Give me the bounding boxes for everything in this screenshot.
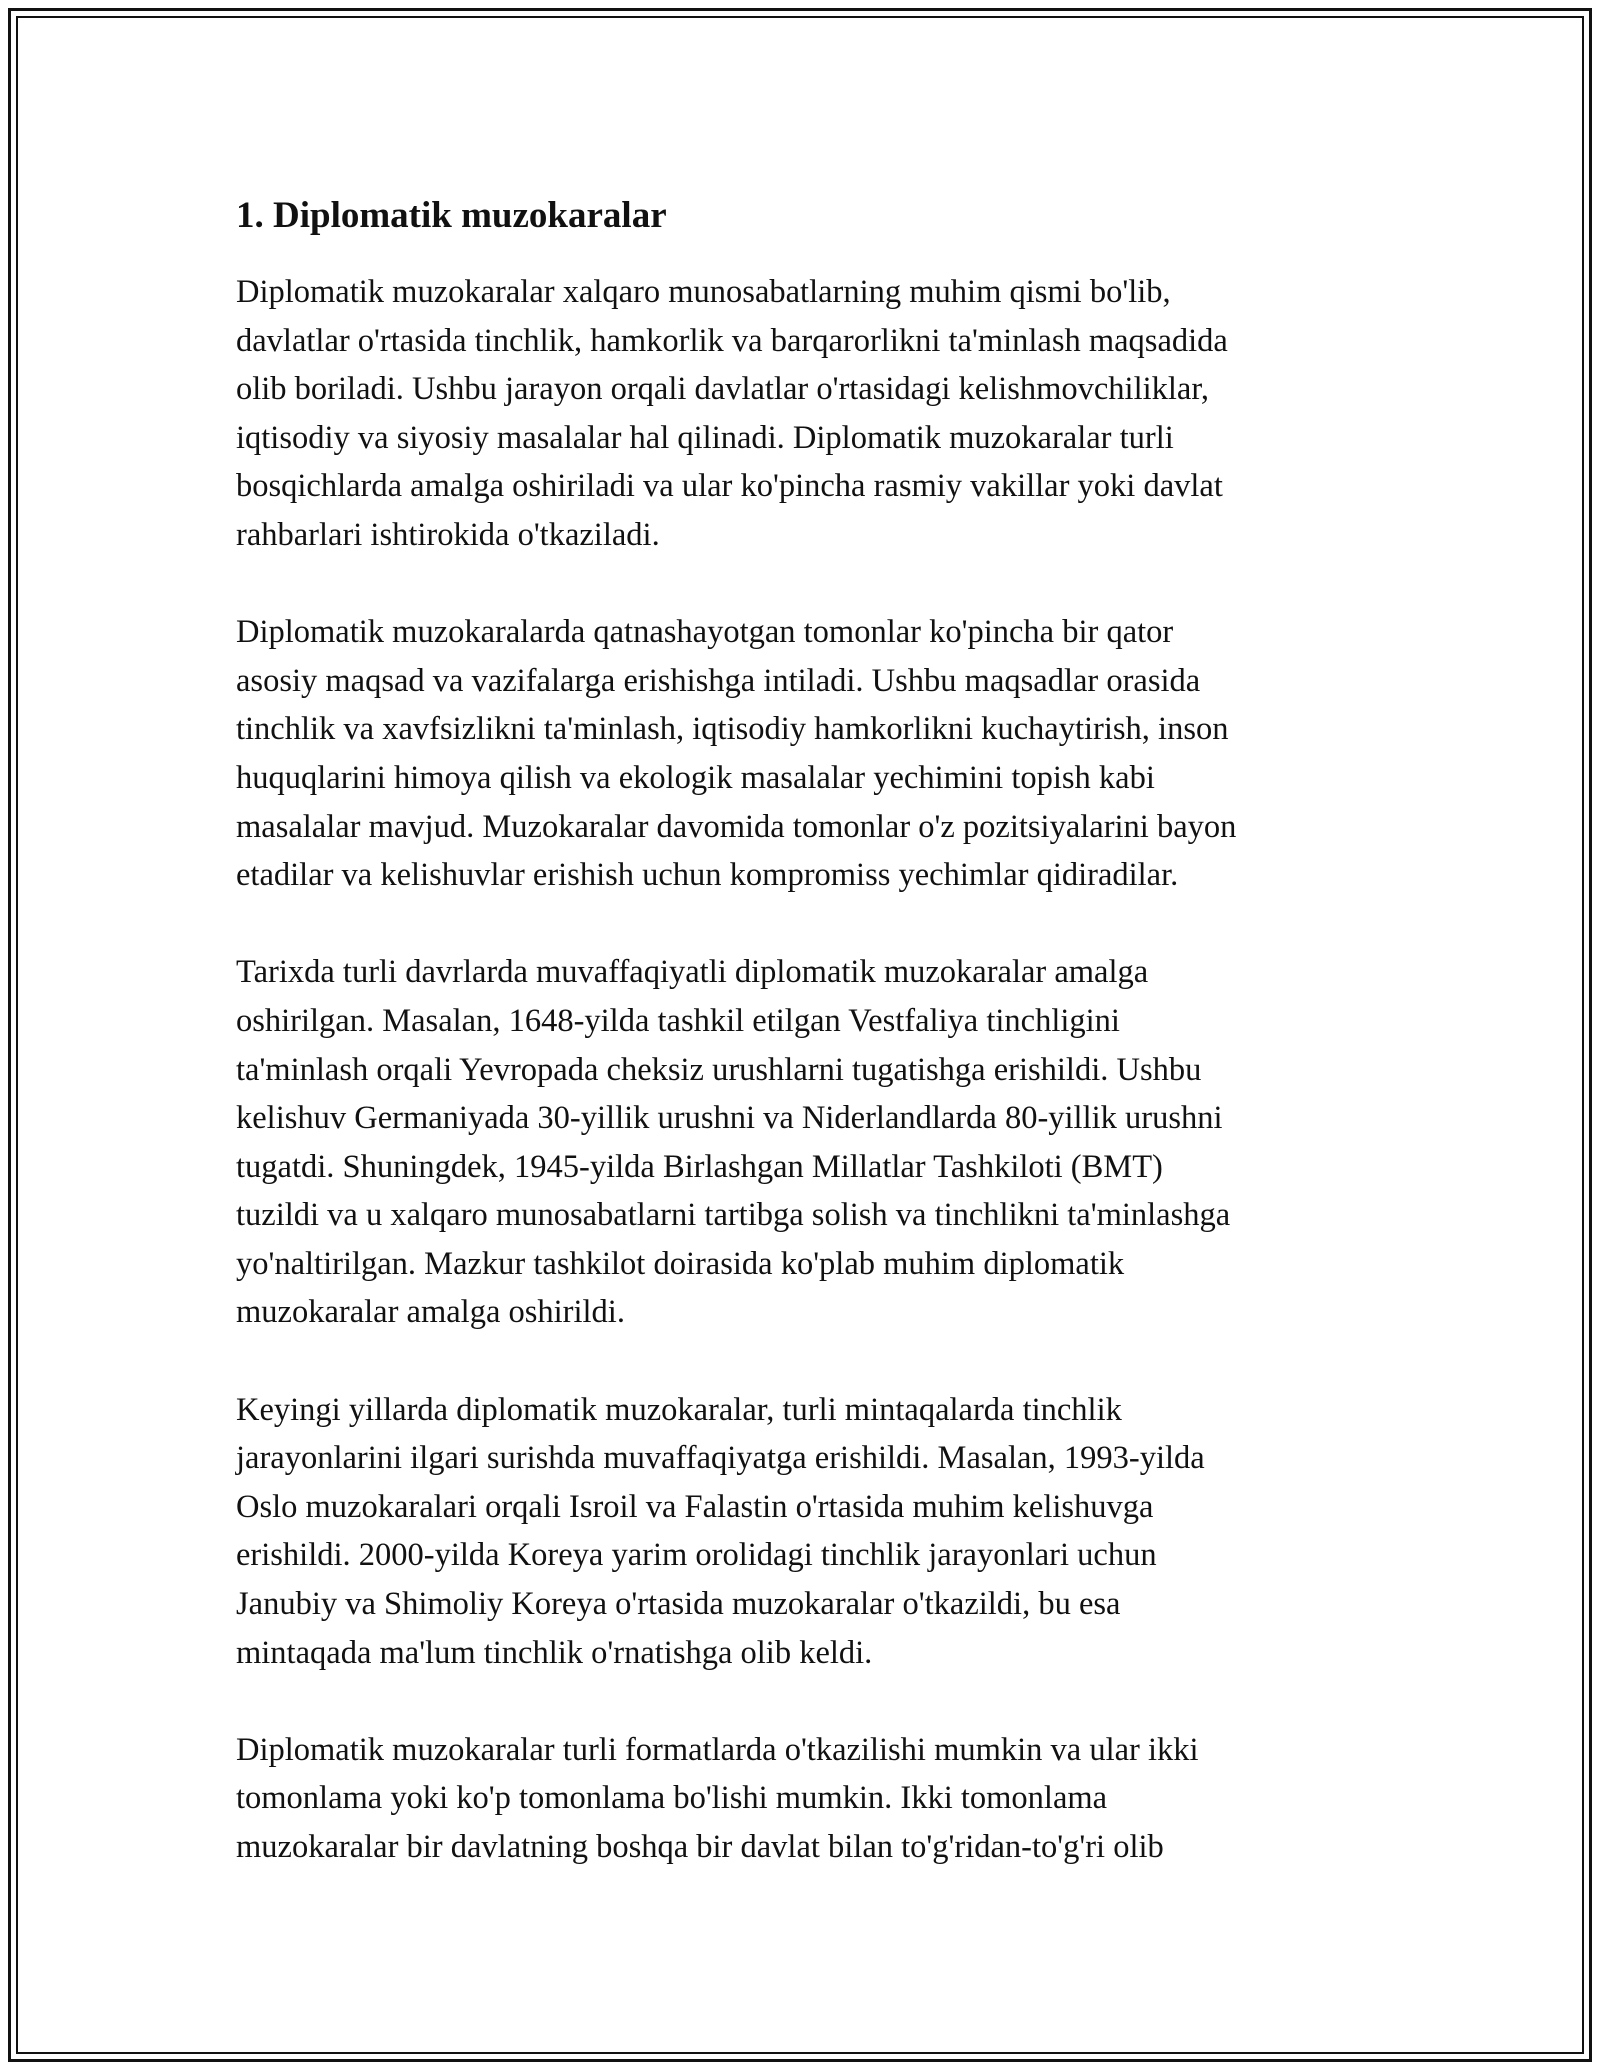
text-line: oshirilgan. Masalan, 1648-yilda tashkil etilgan Vestfaliya tinchligini (236, 1002, 1120, 1039)
text-line: muzokaralar bir davlatning boshqa bir davlat bilan to'g'ridan-to'g'ri olib (236, 1829, 1164, 1865)
text-line: mintaqada ma'lum tinchlik o'rnatishga olib keldi. (236, 1634, 873, 1671)
text-line: tuzildi va u xalqaro munosabatlarni tartibga solish va tinchlikni ta'minlashga (236, 1197, 1231, 1234)
text-line: tugatdi. Shuningdek, 1945-yilda Birlashgan Millatlar Tashkiloti (BMT) (236, 1148, 1163, 1185)
text-line: Tarixda turli davrlarda muvaffaqiyatli diplomatik muzokaralar amalga (236, 954, 1149, 991)
text-line: jarayonlarini ilgari surishda muvaffaqiyatga erishildi. Masalan, 1993-yilda (236, 1440, 1205, 1477)
text-line: olib boriladi. Ushbu jarayon orqali davlatlar o'rtasidagi kelishmovchiliklar, (236, 371, 1210, 408)
text-line: Diplomatik muzokaralar xalqaro munosabatlarning muhim qismi bo'lib, (236, 274, 1171, 310)
paragraph-5 (236, 1726, 1396, 1872)
text-line: asosiy maqsad va vazifalarga erishishga intiladi. Ushbu maqsadlar orasida (236, 662, 1201, 699)
section-heading: 1. Diplomatik muzokaralar (236, 195, 667, 236)
text-line: etadilar va kelishuvlar erishish uchun kompromiss yechimlar qidiradilar. (236, 857, 1179, 894)
paragraph-list (236, 268, 1396, 1872)
text-line: muzokaralar amalga oshirildi. (236, 1294, 625, 1331)
text-line: davlatlar o'rtasida tinchlik, hamkorlik va barqarorlikni ta'minlash maqsadida (236, 322, 1228, 359)
text-line: rahbarlari ishtirokida o'tkaziladi. (236, 516, 660, 553)
text-line: masalalar mavjud. Muzokaralar davomida tomonlar o'z pozitsiyalarini bayon (236, 808, 1237, 845)
paragraph-3 (236, 948, 1396, 1337)
text-line: Diplomatik muzokaralar turli formatlarda o'tkazilishi mumkin va ular ikki (236, 1731, 1199, 1768)
text-line: tinchlik va xavfsizlikni ta'minlash, iqtisodiy hamkorlikni kuchaytirish, inson (236, 711, 1229, 748)
text-line: Oslo muzokaralari orqali Isroil va Falastin o'rtasida muhim kelishuvga (236, 1488, 1154, 1525)
paragraph-4 (236, 1386, 1396, 1678)
text-line: Janubiy va Shimoliy Koreya o'rtasida muzokaralar o'tkazildi, bu esa (236, 1586, 1121, 1623)
text-line: bosqichlarda amalga oshiriladi va ular ko'pincha rasmiy vakillar yoki davlat (236, 468, 1223, 505)
text-line: huquqlarini himoya qilish va ekologik masalalar yechimini topish kabi (236, 759, 1155, 796)
text-line: iqtisodiy va siyosiy masalalar hal qilinadi. Diplomatik muzokaralar turli (236, 419, 1174, 456)
text-line: yo'naltirilgan. Mazkur tashkilot doirasida ko'plab muhim diplomatik (236, 1245, 1125, 1282)
paragraph-1 (236, 268, 1396, 560)
paragraph-2 (236, 608, 1396, 900)
text-line: erishildi. 2000-yilda Koreya yarim orolidagi tinchlik jarayonlari uchun (236, 1537, 1157, 1574)
text-line: kelishuv Germaniyada 30-yillik urushni va Niderlandlarda 80-yillik urushni (236, 1100, 1223, 1137)
text-line: Keyingi yillarda diplomatik muzokaralar, turli mintaqalarda tinchlik (236, 1391, 1122, 1428)
text-line: Diplomatik muzokaralarda qatnashayotgan tomonlar ko'pincha bir qator (236, 614, 1174, 651)
document-body (236, 188, 1396, 1920)
text-line: tomonlama yoki ko'p tomonlama bo'lishi mumkin. Ikki tomonlama (236, 1780, 1108, 1817)
text-line: ta'minlash orqali Yevropada cheksiz urushlarni tugatishga erishildi. Ushbu (236, 1051, 1202, 1088)
